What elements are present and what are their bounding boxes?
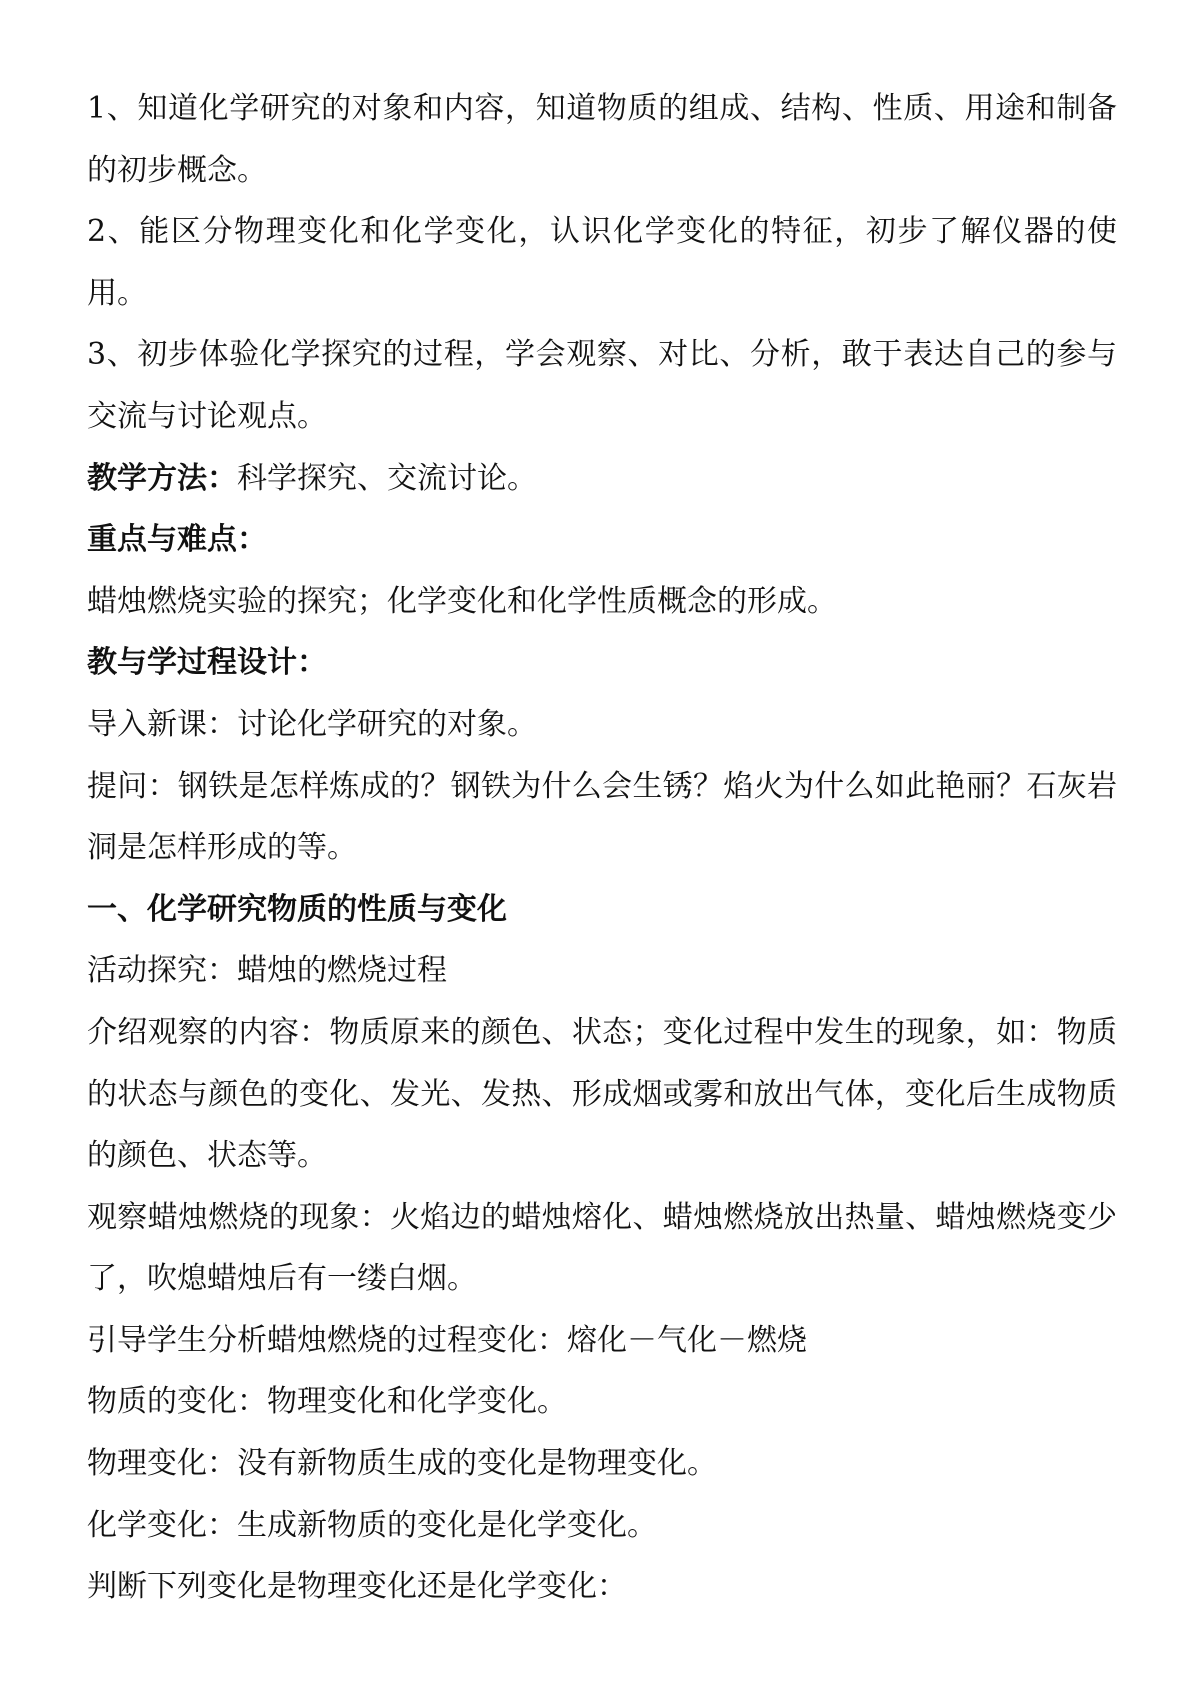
intro-text: 导入新课：讨论化学研究的对象。	[87, 706, 537, 742]
candle-observation-text: 观察蜡烛燃烧的现象：火焰边的蜡烛熔化、蜡烛燃烧放出热量、蜡烛燃烧变少了，吹熄蜡烛后有一缕白烟。	[87, 1199, 1117, 1297]
process-design-label: 教与学过程设计：	[87, 645, 327, 681]
key-points-text: 蜡烛燃烧实验的探究；化学变化和化学性质概念的形成。	[87, 583, 837, 619]
judge-prompt-text: 判断下列变化是物理变化还是化学变化：	[87, 1569, 627, 1605]
observation-content-text: 介绍观察的内容：物质原来的颜色、状态；变化过程中发生的现象，如：物质的状态与颜色的变化、发光、发热、形成烟或雾和放出气体，变化后生成物质的颜色、状态等。	[87, 1014, 1117, 1174]
section-1-title: 一、化学研究物质的性质与变化	[87, 891, 507, 927]
teaching-method-label: 教学方法：	[87, 460, 237, 496]
physical-change-text: 物理变化：没有新物质生成的变化是物理变化。	[87, 1446, 717, 1482]
teaching-method	[87, 448, 1117, 510]
objective-1: 1、知道化学研究的对象和内容，知道物质的组成、结构、性质、用途和制备的初步概念。	[87, 91, 1117, 188]
key-points-label: 重点与难点：	[87, 522, 267, 558]
document-page	[87, 78, 1117, 1618]
teaching-method-text: 科学探究、交流讨论。	[237, 460, 537, 496]
change-types-text: 物质的变化：物理变化和化学变化。	[87, 1384, 567, 1420]
objective-2: 2、能区分物理变化和化学变化，认识化学变化的特征，初步了解仪器的使用。	[87, 214, 1117, 311]
activity-text: 活动探究：蜡烛的燃烧过程	[87, 953, 447, 989]
objective-3: 3、初步体验化学探究的过程，学会观察、对比、分析，敢于表达自己的参与交流与讨论观点。	[87, 337, 1117, 434]
question-text: 提问：钢铁是怎样炼成的？钢铁为什么会生锈？焰火为什么如此艳丽？石灰岩洞是怎样形成的等。	[87, 768, 1117, 866]
process-analysis-text: 引导学生分析蜡烛燃烧的过程变化：熔化－气化－燃烧	[87, 1322, 807, 1358]
chemical-change-text: 化学变化：生成新物质的变化是化学变化。	[87, 1507, 657, 1543]
